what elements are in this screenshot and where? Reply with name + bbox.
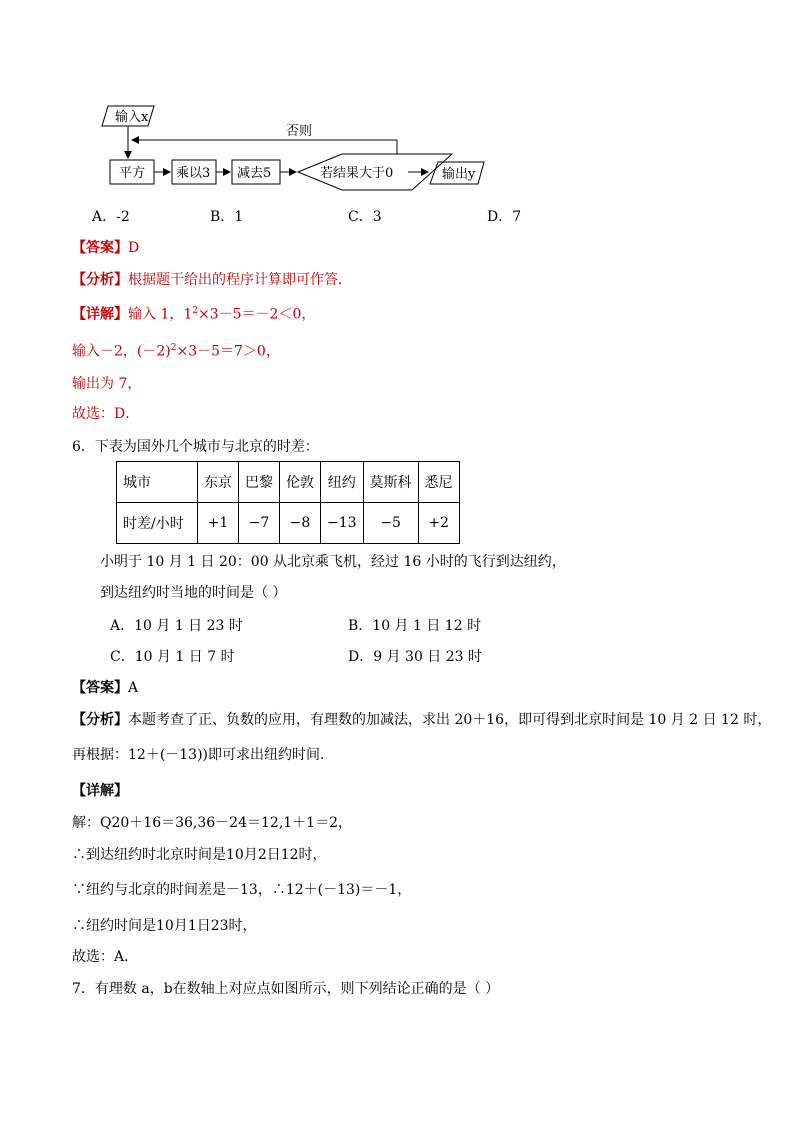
table-cell: +2 — [418, 503, 459, 544]
analysis-text: 根据题干给出的程序计算即可作答． — [128, 272, 352, 288]
q6-analysis2: 再根据：12＋(－13))即可求出纽约时间． — [72, 747, 335, 763]
q6-solution-line4: ∴纽约时间是10月1日23时， — [72, 918, 257, 934]
else-label: 否则 — [286, 124, 313, 139]
q5-detail-line3: 输出为 7， — [72, 376, 142, 392]
q6-option-c: C．10 月 1 日 7 时 — [110, 649, 235, 665]
answer-tag: 【答案】 — [72, 680, 128, 696]
detail-text: 输入－2，(－2) — [72, 343, 171, 360]
q5-option-b: B．1 — [210, 209, 244, 225]
detail-tag: 【详解】 — [72, 306, 128, 323]
q5-analysis — [72, 271, 352, 289]
answer-tag: 【答案】 — [72, 240, 128, 256]
q6-solution-line1: 解：Q20＋16＝36,36－24＝12,1＋1＝2， — [72, 815, 352, 831]
q6-option-d: D．9 月 30 日 23 时 — [348, 649, 483, 665]
exponent: 2 — [170, 343, 177, 353]
table-row — [117, 503, 460, 544]
detail-text: 输入 1，1 — [128, 306, 193, 323]
table-cell: −7 — [239, 503, 280, 544]
table-cell: −5 — [363, 503, 418, 544]
input-label: 输入x — [115, 110, 149, 125]
step-multiply-label: 乘以3 — [176, 166, 211, 181]
q5-detail-line2 — [72, 339, 280, 361]
table-cell: 悉尼 — [418, 462, 459, 503]
q6-detail-tag: 【详解】 — [72, 783, 128, 799]
condition-label: 若结果大于0 — [320, 166, 394, 181]
table-cell: −13 — [321, 503, 364, 544]
q6-conclusion: 故选：A． — [72, 949, 139, 965]
table-cell: 莫斯科 — [363, 462, 418, 503]
table-cell: +1 — [198, 503, 239, 544]
detail-text: ×3－5＝7＞0， — [176, 343, 280, 360]
table-cell: 纽约 — [321, 462, 364, 503]
answer-value: A — [128, 680, 139, 696]
q6-answer — [72, 679, 138, 697]
table-cell: 东京 — [198, 462, 239, 503]
output-label: 输出y — [442, 167, 476, 182]
q5-conclusion: 故选：D． — [72, 406, 140, 422]
analysis-text: 本题考查了正、负数的应用，有理数的加减法，求出 20＋16，即可得到北京时间是 10 月 2 日 12 时， — [128, 712, 772, 728]
step-square-label: 平方 — [119, 166, 146, 181]
q6-option-a: A．10 月 1 日 23 时 — [110, 618, 243, 634]
answer-value: D — [128, 240, 140, 256]
q5-option-a: A．-2 — [92, 209, 130, 225]
q5-detail-line1 — [72, 302, 315, 324]
step-subtract-label: 减去5 — [237, 166, 272, 181]
q6-option-b: B．10 月 1 日 12 时 — [348, 618, 482, 634]
q5-answer — [72, 239, 139, 257]
analysis-tag: 【分析】 — [72, 272, 128, 288]
table-cell: 巴黎 — [239, 462, 280, 503]
detail-text: ×3－5＝－2＜0， — [198, 306, 316, 323]
table-cell: 时差/小时 — [117, 503, 198, 544]
table-cell: 伦敦 — [280, 462, 321, 503]
q6-text2: 到达纽约时当地的时间是（ ） — [100, 585, 287, 601]
q6-text1: 小明于 10 月 1 日 20：00 从北京乘飞机，经过 16 小时的飞行到达纽约， — [100, 554, 566, 570]
q5-option-c: C．3 — [348, 209, 382, 225]
table-cell: −8 — [280, 503, 321, 544]
q6-solution-line3: ∵纽约与北京的时间差是－13，∴12＋(－13)＝－1， — [72, 882, 412, 898]
table-cell: 城市 — [117, 462, 198, 503]
flowchart — [90, 100, 510, 200]
timezone-table — [116, 461, 460, 544]
q6-stem: 6．下表为国外几个城市与北京的时差： — [72, 439, 319, 455]
analysis-tag: 【分析】 — [72, 712, 128, 728]
q6-solution-line2: ∴到达纽约时北京时间是10月2日12时， — [72, 847, 327, 863]
q7-stem: 7．有理数 a，b在数轴上对应点如图所示，则下列结论正确的是（ ） — [72, 981, 500, 997]
table-row — [117, 462, 460, 503]
q5-option-d: D．7 — [487, 209, 522, 225]
exponent: 2 — [192, 306, 198, 316]
q6-analysis1 — [72, 711, 771, 729]
